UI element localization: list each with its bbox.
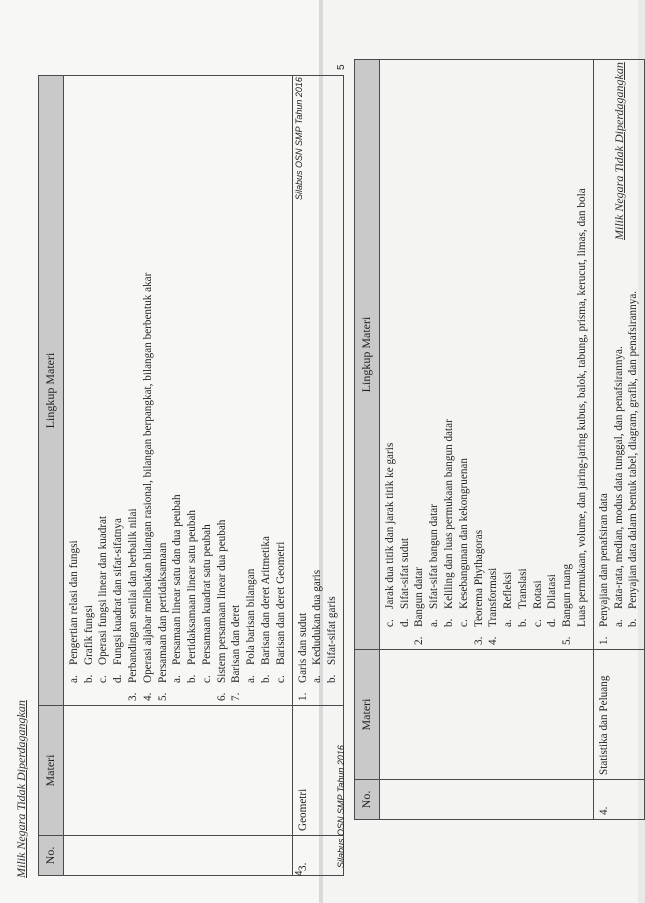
- row-lingkup: [63, 76, 292, 706]
- list-item: [398, 64, 413, 645]
- list-item: [141, 80, 156, 701]
- list-text: Refleksi: [502, 571, 515, 609]
- list-item: [82, 80, 97, 701]
- list-text: Penyajian dan penafsiran data: [597, 493, 610, 627]
- lingkup-list: [383, 64, 590, 645]
- list-marker: 3.: [126, 692, 139, 701]
- list-marker: c.: [274, 675, 287, 683]
- list-item: [170, 80, 185, 701]
- list-item: [560, 64, 575, 645]
- list-item: [412, 64, 427, 645]
- right-page-content: [330, 10, 640, 890]
- list-item: [274, 80, 289, 701]
- list-text: Sifat-sifat bangun datar: [428, 503, 441, 609]
- list-marker: b.: [442, 618, 455, 627]
- list-text: Persamaan linear satu dan dua peubah: [171, 494, 184, 665]
- list-item: [215, 80, 230, 701]
- list-text: Bangun datar: [413, 567, 426, 627]
- list-item: [111, 80, 126, 701]
- page-number-right: 5: [336, 64, 347, 70]
- list-item: [259, 80, 274, 701]
- row-materi: [63, 706, 292, 836]
- list-item: [67, 80, 82, 701]
- list-item: [597, 64, 612, 645]
- list-text: Pengertian relasi dan fungsi: [67, 540, 80, 665]
- list-marker: a.: [428, 619, 441, 627]
- list-text: Barisan dan deret Geometri: [274, 541, 287, 665]
- list-item: [310, 80, 325, 701]
- header-no: No.: [39, 836, 64, 876]
- list-marker: a.: [245, 675, 258, 683]
- list-item: [156, 80, 171, 701]
- list-marker: b.: [627, 618, 640, 627]
- list-marker: 1.: [597, 636, 610, 645]
- list-marker: b.: [82, 674, 95, 683]
- list-text: Keliling dan luas permukaan bangun datar: [442, 419, 455, 609]
- row-number: 3.: [292, 836, 343, 876]
- list-text: Rotasi: [531, 580, 544, 609]
- list-marker: c.: [97, 675, 110, 683]
- list-marker: 4.: [487, 636, 500, 645]
- list-marker: a.: [612, 619, 625, 627]
- header-lingkup: Lingkup Materi: [39, 76, 64, 706]
- table-header-row: [39, 76, 64, 876]
- list-marker: a.: [502, 619, 515, 627]
- list-text: Penyajian data dalam bentuk tabel, diagram, grafik, dan penafsirannya.: [627, 290, 640, 609]
- list-item: [575, 64, 590, 645]
- list-marker: b.: [326, 674, 339, 683]
- list-item: [244, 80, 259, 701]
- list-item: [442, 64, 457, 645]
- list-item: [229, 80, 244, 701]
- list-marker: 5.: [561, 636, 574, 645]
- row-lingkup: [379, 60, 593, 650]
- list-item: [383, 64, 398, 645]
- list-item: [501, 64, 516, 645]
- list-text: Sistem persamaan linear dua peubah: [215, 519, 228, 683]
- list-item: [516, 64, 531, 645]
- row-number: [379, 780, 593, 820]
- list-text: Perbandingan senilai dan berbalik nilai: [126, 508, 139, 683]
- list-item: [545, 64, 560, 645]
- list-marker: c.: [383, 619, 396, 627]
- list-text: Pertidaksamaan linear satu peubah: [186, 509, 199, 665]
- list-marker: d.: [398, 618, 411, 627]
- page-number-left: 4: [294, 870, 305, 876]
- left-page-content: [12, 10, 339, 890]
- list-text: Rata-rata, median, modus data tunggal, dan penafsirannya.: [612, 346, 625, 609]
- table-row: [379, 60, 593, 820]
- list-item: [531, 64, 546, 645]
- list-marker: b.: [516, 618, 529, 627]
- list-text: Garis dan sudut: [296, 612, 309, 683]
- list-item: [486, 64, 501, 645]
- watermark-left: Milik Negara Tidak Diperdagangkan: [14, 700, 28, 878]
- header-materi: Materi: [39, 706, 64, 836]
- list-text: Luas permukaan, volume, dan jaring-jaring kubus, balok, tabung, prisma, kerucut, limas, dan bola: [575, 188, 588, 627]
- list-text: Operasi fungsi linear dan kuadrat: [97, 515, 110, 665]
- list-marker: a.: [311, 675, 324, 683]
- header-no: No.: [355, 780, 380, 820]
- list-item: [96, 80, 111, 701]
- row-number: 4.: [593, 780, 644, 820]
- watermark-right: Milik Negara Tidak Diperdagangkan: [612, 62, 626, 240]
- list-marker: b.: [186, 674, 199, 683]
- footer-left: Silabus OSN SMP Tahun 2016: [294, 77, 304, 200]
- list-text: Barisan dan deret Aritmetika: [259, 536, 272, 665]
- list-marker: 6.: [215, 692, 228, 701]
- list-text: Persamaan dan pertidaksamaan: [156, 542, 169, 683]
- list-text: Jarak dua titik dan jarak titik ke garis: [383, 442, 396, 609]
- list-text: Teorema Phythagoras: [472, 529, 485, 627]
- list-text: Kedudukan dua garis: [311, 569, 324, 665]
- list-text: Sifat-sifat sudut: [398, 537, 411, 609]
- list-text: Bangun ruang: [561, 563, 574, 627]
- list-marker: 4.: [141, 692, 154, 701]
- list-text: Sifat-sifat garis: [326, 596, 339, 665]
- lingkup-list: [67, 80, 289, 701]
- list-marker: c.: [457, 619, 470, 627]
- syllabus-table-right: [354, 59, 645, 820]
- list-text: Kesebangunan dan kekongruenan: [457, 458, 470, 609]
- list-text: Pola barisan bilangan: [245, 568, 258, 665]
- row-materi: [379, 650, 593, 780]
- list-item: [427, 64, 442, 645]
- list-text: Barisan dan deret: [230, 604, 243, 683]
- list-text: Fungsi kuadrat dan sifat-sifatnya: [112, 518, 125, 665]
- list-marker: d.: [112, 674, 125, 683]
- list-marker: 3.: [472, 636, 485, 645]
- list-marker: d.: [546, 618, 559, 627]
- list-item: [472, 64, 487, 645]
- header-materi: Materi: [355, 650, 380, 780]
- list-item: [185, 80, 200, 701]
- list-marker: b.: [259, 674, 272, 683]
- list-text: Grafik fungsi: [82, 605, 95, 665]
- table-row: [63, 76, 292, 876]
- list-item: [200, 80, 215, 701]
- list-text: Persamaan kuadrat satu peubah: [200, 524, 213, 665]
- list-text: Translasi: [516, 568, 529, 609]
- row-materi: Geometri: [292, 706, 343, 836]
- list-text: Dilatasi: [546, 574, 559, 609]
- list-text: Transformasi: [487, 567, 500, 627]
- list-item: [626, 64, 641, 645]
- list-marker: 7.: [230, 692, 243, 701]
- list-marker: a.: [171, 675, 184, 683]
- list-text: Operasi aljabar melibatkan bilangan rasional, bilangan berpangkat, bilangan berbentuk akar: [141, 272, 154, 683]
- footer-right: Silabus OSN SMP Tahun 2016: [336, 745, 346, 868]
- list-item: [126, 80, 141, 701]
- list-marker: 2.: [413, 636, 426, 645]
- table-header-row: [355, 60, 380, 820]
- list-marker: 1.: [296, 692, 309, 701]
- row-materi: Statistika dan Peluang: [593, 650, 644, 780]
- header-lingkup: Lingkup Materi: [355, 60, 380, 650]
- list-marker: c.: [531, 619, 544, 627]
- row-number: [63, 836, 292, 876]
- list-marker: 5.: [156, 692, 169, 701]
- list-item: [457, 64, 472, 645]
- list-marker: c.: [200, 675, 213, 683]
- list-marker: a.: [67, 675, 80, 683]
